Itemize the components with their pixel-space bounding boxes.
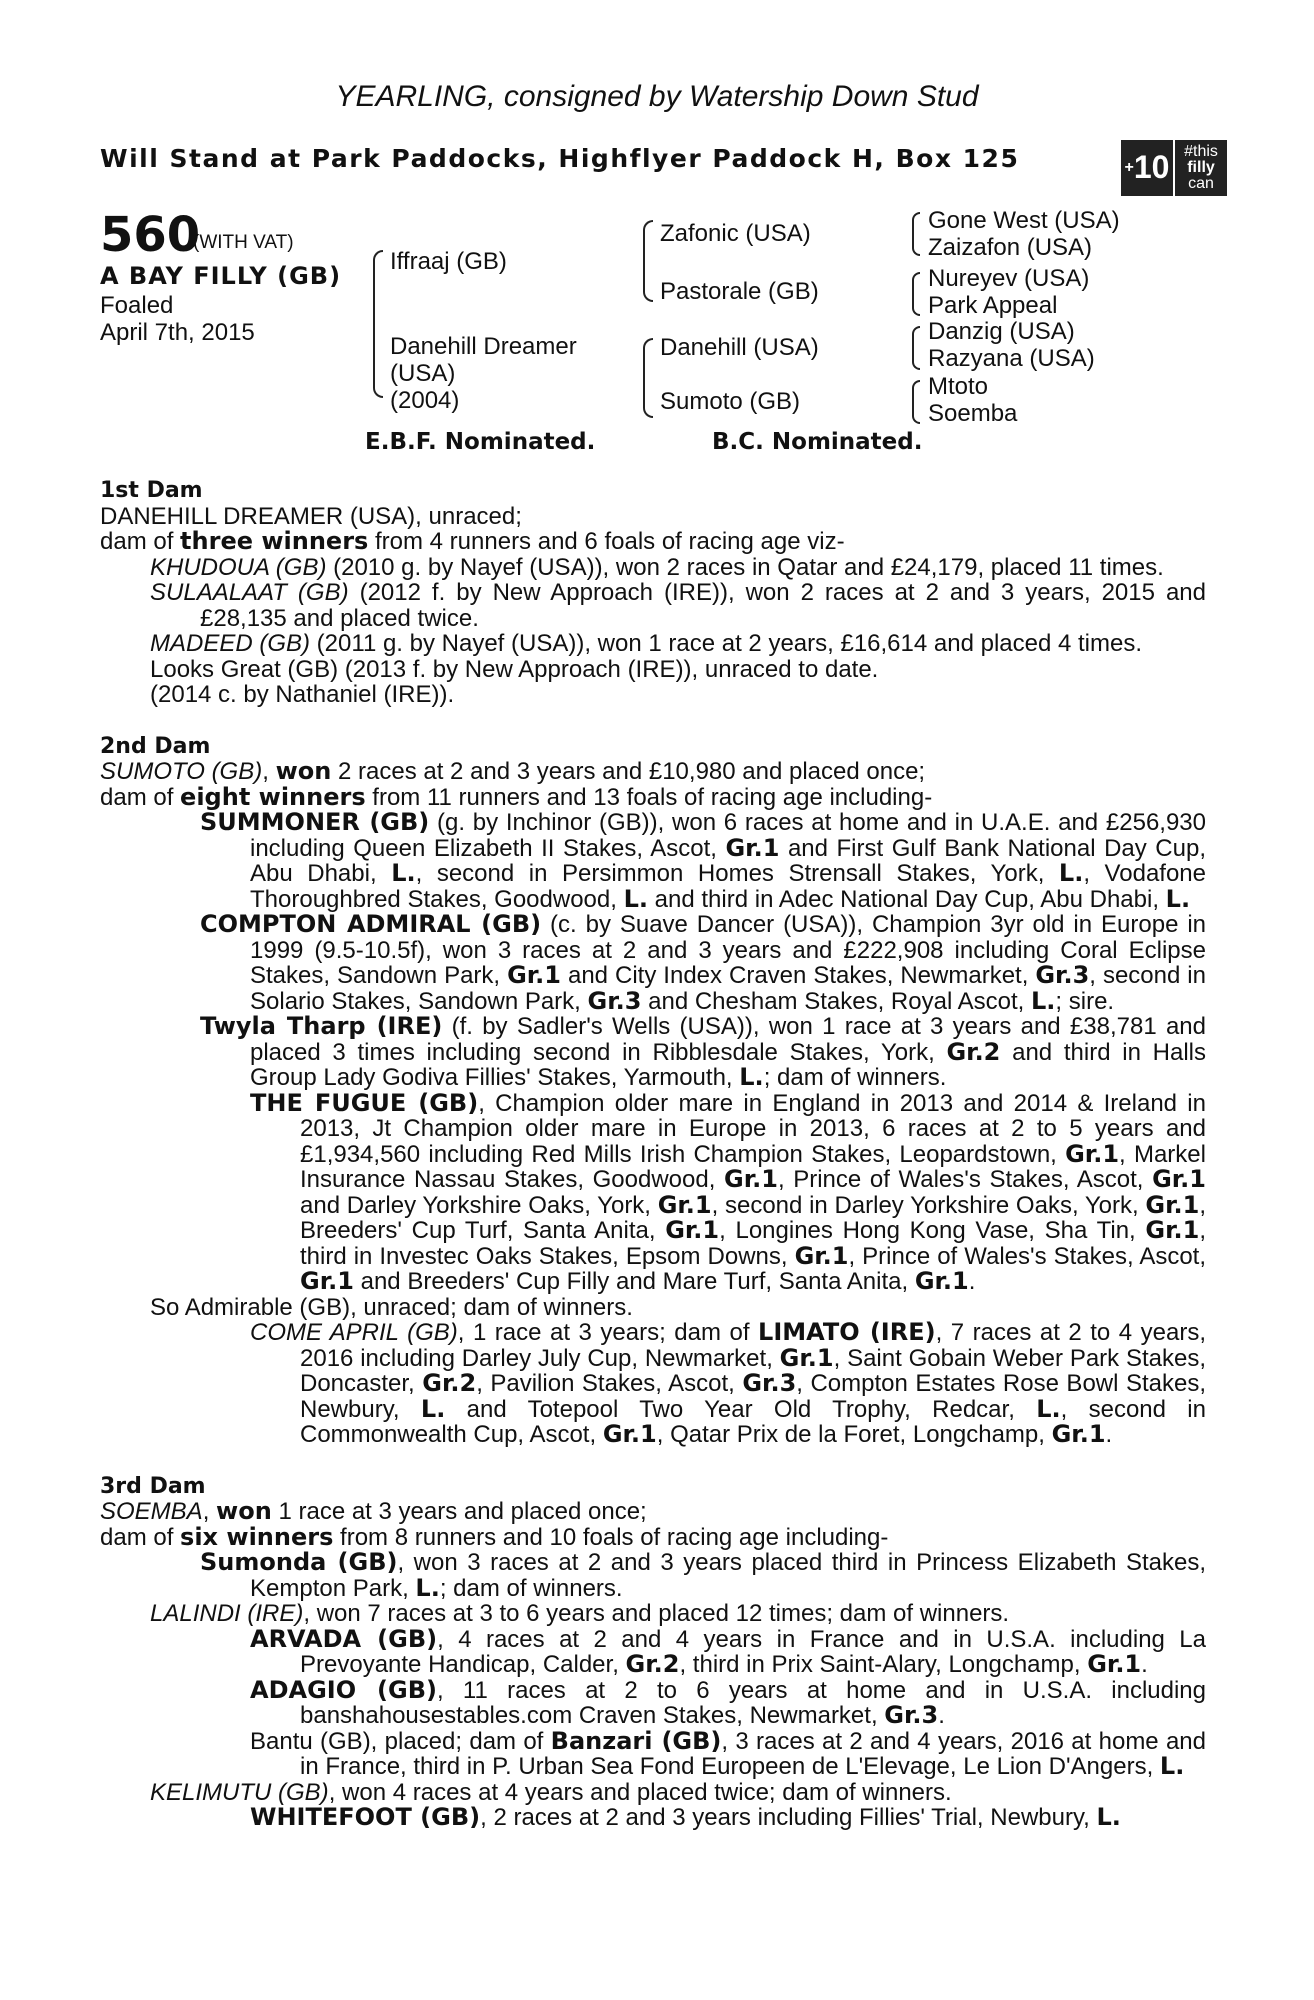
progeny-entry-summoner: SUMMONER (GB) (g. by Inchinor (GB)), won 6 races at home and in U.A.E. and £256,930 including Queen Elizabeth II Stakes, Ascot, Gr.1 and First Gulf Bank National Day Cup, Abu Dhabi, L., second in Persimmon Homes Strensall Stakes, York, L., Vodafone Thoroughbred Stakes, Goodwood, L. and third in Adec National Day Cup, Abu Dhabi, L. xyxy=(200,808,1206,913)
stand-location: Will Stand at Park Paddocks, Highflyer Paddock H, Box 125 xyxy=(100,144,1020,173)
dam-summary: dam of six winners from 8 runners and 10 foals of racing age including- xyxy=(100,1522,889,1551)
dam-line: SUMOTO (GB), won 2 races at 2 and 3 years and £10,980 and placed once; xyxy=(100,757,926,785)
progeny-entry-so-admirable: So Admirable (GB), unraced; dam of winners. xyxy=(150,1293,633,1321)
pedigree-dsd: Razyana (USA) xyxy=(928,345,1095,372)
section-heading: 1st Dam xyxy=(100,478,203,503)
progeny-entry-adagio: ADAGIO (GB), 11 races at 2 to 6 years at home and in U.S.A. including banshahousestables.com Craven Stakes, Newmarket, Gr.3. xyxy=(250,1675,1207,1729)
pedigree-brace-sire xyxy=(643,220,653,302)
foal-entry: Looks Great (GB) (2013 f. by New Approach (IRE)), unraced to date. xyxy=(150,655,879,683)
progeny-entry-compton-admiral: COMPTON ADMIRAL (GB) (c. by Suave Dancer (USA)), Champion 3yr old in Europe in 1999 (9.5-10.5f), won 3 races at 2 and 3 years and £222,908 including Coral Eclipse Stakes, Sandown Park, Gr.1 and City Index Craven Stakes, Newmarket, Gr.3, second in Solario Stakes, Sandown Park, Gr.3 and Chesham Stakes, Royal Ascot, L.; sire. xyxy=(200,910,1206,1015)
pedigree-dds: Mtoto xyxy=(928,373,989,400)
pedigree-brace-main xyxy=(373,250,383,398)
first-dam-section xyxy=(100,478,1206,708)
progeny-entry-lalindi: LALINDI (IRE), won 7 races at 3 to 6 years and placed 12 times; dam of winners. xyxy=(150,1600,1010,1627)
plus-10-badge: + 10 xyxy=(1121,140,1173,196)
horse-description: A BAY FILLY (GB) xyxy=(100,262,342,290)
dam-line: DANEHILL DREAMER (USA), unraced; xyxy=(100,502,522,530)
pedigree-brace-sd xyxy=(912,272,920,316)
dam-summary: dam of eight winners from 11 runners and 13 foals of racing age including- xyxy=(100,782,933,811)
vat-note: (WITH VAT) xyxy=(193,232,294,253)
foal-entry: (2014 c. by Nathaniel (IRE)). xyxy=(150,681,455,708)
pedigree-dam: Danehill Dreamer (USA) (2004) xyxy=(390,333,577,414)
pedigree-brace-ds xyxy=(912,326,920,370)
progeny-entry-whitefoot: WHITEFOOT (GB), 2 races at 2 and 3 years including Fillies' Trial, Newbury, L. xyxy=(250,1803,1121,1831)
progeny-entry-come-april: COME APRIL (GB), 1 race at 3 years; dam of LIMATO (IRE), 7 races at 2 to 4 years, 2016 including Darley July Cup, Newmarket, Gr.1, Saint Gobain Weber Park Stakes, Doncaster, Gr.2, Pavilion Stakes, Ascot, Gr.3, Compton Estates Rose Bowl Stakes, Newbury, L. and Totepool Two Year Old Trophy, Redcar, L., second in Commonwealth Cup, Ascot, Gr.1, Qatar Prix de la Foret, Longchamp, Gr.1. xyxy=(250,1318,1206,1448)
pedigree-sire: Iffraaj (GB) xyxy=(390,248,507,275)
pedigree-dss: Danzig (USA) xyxy=(928,318,1075,345)
pedigree-ddd: Soemba xyxy=(928,400,1018,427)
second-dam-section xyxy=(100,734,1206,1448)
hashtag-badge: #this filly can xyxy=(1175,140,1227,196)
pedigree-dam-dam: Sumoto (GB) xyxy=(660,388,801,415)
dam-summary: dam of three winners from 4 runners and 6 foals of racing age viz- xyxy=(100,527,845,555)
catalogue-body xyxy=(100,478,1206,1831)
pedigree-sss: Gone West (USA) xyxy=(928,207,1120,234)
foal-entry: KHUDOUA (GB) (2010 g. by Nayef (USA)), won 2 races in Qatar and £24,179, placed 11 times. xyxy=(150,553,1164,581)
pedigree-ssd: Zaizafon (USA) xyxy=(928,234,1093,261)
consignment-line: YEARLING, consigned by Watership Down Stud xyxy=(335,80,979,113)
lot-number: 560 xyxy=(100,207,201,263)
pedigree-dam-sire: Danehill (USA) xyxy=(660,334,819,361)
progeny-entry-bantu: Bantu (GB), placed; dam of Banzari (GB), 3 races at 2 and 4 years, 2016 at home and in France, third in P. Urban Sea Fond Europeen de L'Elevage, Le Lion D'Angers, L. xyxy=(250,1726,1207,1780)
progeny-entry-sumonda: Sumonda (GB), won 3 races at 2 and 3 years placed third in Princess Elizabeth Stakes, Kempton Park, L.; dam of winners. xyxy=(200,1548,1206,1602)
pedigree-sdd: Park Appeal xyxy=(928,292,1058,319)
pedigree-sds: Nureyev (USA) xyxy=(928,265,1090,292)
foaling-info: Foaled April 7th, 2015 xyxy=(100,292,255,346)
dam-line: SOEMBA, won 1 race at 3 years and placed once; xyxy=(100,1497,647,1525)
progeny-entry-kelimutu: KELIMUTU (GB), won 4 races at 4 years and placed twice; dam of winners. xyxy=(150,1778,952,1806)
pedigree-brace-dd xyxy=(912,380,920,424)
foal-entry: MADEED (GB) (2011 g. by Nayef (USA)), won 1 race at 2 years, £16,614 and placed 4 times. xyxy=(150,630,1143,657)
pedigree-sire-sire: Zafonic (USA) xyxy=(660,220,811,247)
pedigree-brace-ss xyxy=(912,212,920,256)
this-filly-can-logo xyxy=(1121,140,1227,196)
third-dam-section xyxy=(100,1474,1206,1831)
progeny-entry-the-fugue: THE FUGUE (GB), Champion older mare in England in 2013 and 2014 & Ireland in 2013, Jt Champion older mare in Europe in 2013, 6 races at 2 to 5 years and £1,934,560 including Red Mills Irish Champion Stakes, Leopardstown, Gr.1, Markel Insurance Nassau Stakes, Goodwood, Gr.1, Prince of Wales's Stakes, Ascot, Gr.1 and Darley Yorkshire Oaks, York, Gr.1, second in Darley Yorkshire Oaks, York, Gr.1, Breeders' Cup Turf, Santa Anita, Gr.1, Longines Hong Kong Vase, Sha Tin, Gr.1, third in Investec Oaks Stakes, Epsom Downs, Gr.1, Prince of Wales's Stakes, Ascot, Gr.1 and Breeders' Cup Filly and Mare Turf, Santa Anita, Gr.1. xyxy=(250,1088,1207,1295)
progeny-entry-arvada: ARVADA (GB), 4 races at 2 and 4 years in France and in U.S.A. including La Prevoyante Handicap, Calder, Gr.2, third in Prix Saint-Alary, Longchamp, Gr.1. xyxy=(250,1624,1206,1678)
pedigree-brace-dam xyxy=(643,338,653,418)
ebf-nomination: E.B.F. Nominated. xyxy=(365,429,596,455)
pedigree-sire-dam: Pastorale (GB) xyxy=(660,278,819,305)
progeny-entry-twyla-tharp: Twyla Tharp (IRE) (f. by Sadler's Wells (USA)), won 1 race at 3 years and £38,781 and placed 3 times including second in Ribblesdale Stakes, York, Gr.2 and third in Halls Group Lady Godiva Fillies' Stakes, Yarmouth, L.; dam of winners. xyxy=(200,1012,1206,1091)
foal-entry: SULAALAAT (GB) (2012 f. by New Approach (IRE)), won 2 races at 2 and 3 years, 2015 and £28,135 and placed twice. xyxy=(150,579,1207,632)
section-heading: 2nd Dam xyxy=(100,733,211,759)
section-heading: 3rd Dam xyxy=(100,1473,206,1499)
bc-nomination: B.C. Nominated. xyxy=(712,429,923,455)
